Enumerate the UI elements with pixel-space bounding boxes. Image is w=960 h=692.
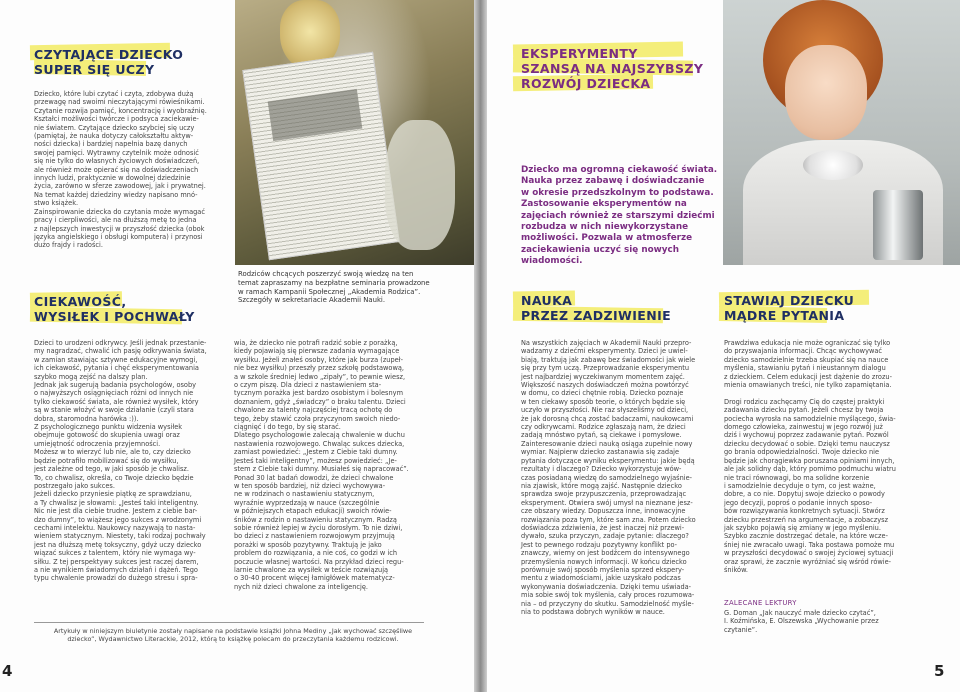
intro-text: Dziecko, które lubi czytać i czyta, zdobywa dużą przewagę nad swoimi nieczytającymi rówieśnikami. Czytanie rozwija pamięć, koncentrację i wyobraźnię. Kształci możliwości twórcze i podsyca zaciekawie- nie światem. Czytające dziecko szybciej się uczy (pamiętaj, że nauka dotyczy całokształtu aktyw- ności dziecka) i bardziej napełnia bazę danych swojej pamięci. Wytrawny czytelnik może odnosić się nie tylko do własnych życiowych doświadczeń, ale również może opierać się na doświadczeniach innych ludzi, praktycznie w dowolnej dziedzinie życia, zarówno w sferze zawodowej, jak i prywatnej. Na temat każdej dziedziny wiedzy napisano mnó- stwo książek. Zainspirowanie dziecka do czytania może wymagać pracy i cierpliwości, ale na dłuższą metę to jedna z najlepszych inwestycji w przyszłość dziecka (obok języka angielskiego i obsługi komputera) i przynosi dużo frajdy i radości. bbox=[34, 90, 207, 250]
column-2-text: Prawdziwa edukacja nie może ograniczać się tylko do przyswajania informacji. Chcąc wychowywać dziecko samodzielnie trzeba skupiać się na nauce myślenia, stawianiu pytań i nieustannym dialogu z dzieckiem. Celem edukacji jest dążenie do zrozu- mienia omawianych treści, nie tylko zapamiętania. Drogi rodzicu zachęcamy Cię do częstej praktyki zadawania dziecku pytań. Jeżeli chcesz by twoja pociecha wyrosła na samodzielnie myślącego, świa- domego człowieka, zainwestuj w jego rozwój już dziś i wychowuj poprzez zadawanie pytań. Pozwól dziecku decydować o sobie. Dzięki temu nauczysz go brania odpowiedzialności. Twoje dziecko nie będzie jak chorągiewka poruszana opiniami innych, ale jak solidny dąb, który pomimo podmuchu wiatru nie traci równowagi, bo ma solidne korzenie i samodzielnie decyduje o tym, co jest ważne, dobre, a co nie. Dopytuj swoje dziecko o powody jego decyzji, poproś o podanie innych sposo- bów rozwiązywania konkretnych sytuacji. Stwórz dziecku przestrzeń na argumentacje, a zobaczysz jak szybko pojawią się zmiany w jego myśleniu. Szybko zacznie dostrzegać detale, na które wcze- śniej nie zwracało uwagi. Taka postawa pomoże mu w przyszłości decydować o swojej życiowej sytuacji oraz sprawi, że zacznie wyróżniać się wśród rówie- śników. bbox=[724, 339, 896, 574]
newspaper-shape bbox=[242, 52, 399, 261]
photo-caption: Rodziców chcących poszerzyć swoją wiedzę na ten temat zapraszamy na bezpłatne seminaria prowadzone w ramach Kampanii Społecznej „Akademia Rodzica”. Szczegóły w sekretariacie Akademii Nauki. bbox=[238, 270, 430, 305]
page-number-left: 4 bbox=[2, 662, 13, 680]
spine-gutter bbox=[474, 0, 487, 692]
heading-smart-questions: STAWIAJ DZIECKU MĄDRE PYTANIA bbox=[724, 293, 855, 323]
heading-experiments: EKSPERYMENTY SZANSĄ NA NAJSZYBSZY ROZWÓJ DZIECKA bbox=[521, 46, 704, 91]
page-number-right: 5 bbox=[934, 662, 945, 680]
heading-reading-child: CZYTAJĄCE DZIECKO SUPER SIĘ UCZY bbox=[34, 47, 184, 77]
child-arm bbox=[385, 120, 455, 250]
magnifier-lens bbox=[803, 150, 863, 180]
right-page bbox=[487, 0, 960, 692]
recommended-reading-title: ZALECANE LEKTURY bbox=[724, 599, 797, 607]
column-1-text: Dzieci to urodzeni odkrywcy. Jeśli jednak przestanie- my nagradzać, chwalić ich pasję odkrywania świata, w zamian stawiając sztywne edukacyjne wymogi, ich ciekawość, pytania i chęć eksperymentowania szybko mogą zejść na dalszy plan. Jednak jak sugerują badania psychologów, osoby o najwyższych osiągnięciach różni od innych nie tylko ciekawość świata, ale również wysiłek, który są w stanie włożyć w swoje działanie (czyli stara dobra, staromodna harówka :)). Z psychologicznego punktu widzenia wysiłek obejmuje gotowość do skupienia uwagi oraz umiejętność odroczenia przyjemności. Możesz w to wierzyć lub nie, ale to, czy dziecko będzie potrafiło mobilizować się do wysiłku, jest zależne od tego, w jaki sposób je chwalisz. To, co chwalisz, określa, co Twoje dziecko będzie postrzegało jako sukces. Jeżeli dziecko przyniesie piątkę ze sprawdzianu, a Ty chwalisz je słowami: „Jesteś taki inteligentny. Nic nie jest dla ciebie trudne. Jestem z ciebie bar- dzo dumny”, to wiążesz jego sukces z wrodzonymi cechami intelektu. Naukowcy nazywają to nasta- wieniem statycznym. Niestety, taki rodzaj pochwały jest na dłuższą metę toksyczny, gdyż uczy dziecko wiązać sukces z talentem, który nie wymaga wy- siłku. Z tej perspektywy sukces jest raczej darem, a nie wynikiem świadomych działań i dążeń. Tego typu chwalenie prowadzi do dużego stresu i spra- bbox=[34, 339, 207, 583]
column-2-text: wia, że dziecko nie potrafi radzić sobie z porażką, kiedy pojawiają się pierwsze zadania wymagające wysiłku. Jeżeli znałeś osoby, które jak burza (zupeł- nie bez wysiłku) przeszły przez szkołę podstawową, a w szkole średniej ledwo „zipały”, to pewnie wiesz, o czym piszę. Dla dzieci z nastawieniem sta- tycznym porażka jest bardzo osobistym i bolesnym doznaniem, gdyż „świadczy” o braku talentu. Dzieci chwalone za talenty najczęściej tracą ochotę do tego, żeby stawić czoła przyczynom swoich niedo- ciągnięć i do tego, by się starać. Dlatego psychologowie zalecają chwalenie w duchu nastawienia rozwojowego. Chwaląc sukces dziecka, zamiast powiedzieć: „Jestem z Ciebie taki dumny. Jesteś taki inteligentny”, możesz powiedzieć: „Je- stem z Ciebie taki dumny. Musiałeś się napracować”. Ponad 30 lat badań dowodzi, że dzieci chwalone w ten sposób bardziej, niż dzieci wychowywa- ne w rodzinach o nastawieniu statycznym, wyraźnie wyprzedzają w nauce (szczególnie w późniejszych etapach edukacji) swoich rówie- śników z rodzin o nastawieniu statycznym. Radzą sobie również lepiej w życiu dorosłym. To nie dziwi, bo dzieci z nastawieniem rozwojowym przyjmują porażki w sposób pozytywny. Traktują je jako problem do rozwiązania, a nie coś, co godzi w ich poczucie własnej wartości. Na przykład dzieci regu- larnie chwalone za wysiłek w teście rozwiązują o 30-40 procent więcej łamigłówek matematycz- nych niż dzieci chwalone za inteligencję. bbox=[234, 339, 409, 591]
lead-paragraph: Dziecko ma ogromną ciekawość świata. Nauka przez zabawę i doświadczanie w okresie przedszkolnym to podstawa. Zastosowanie eksperymentów na zajęciach również ze starszymi dziećmi rozbudza w nich niewykorzystane możliwości. Pozwala w atmosferze zaciekawienia uczyć się nowych wiadomości. bbox=[521, 165, 718, 267]
heading-learning-through-wonder: NAUKA PRZEZ ZADZIWIENIE bbox=[521, 293, 672, 323]
boy-face bbox=[785, 45, 867, 140]
footnote: Artykuły w niniejszym biuletynie zostały napisane na podstawie książki Johna Mediny „Jak wychować szczęśliwe dziecko”, Wydawnictwo Literackie, 2012, którą to książkę polecam do przeczytania każdemu rodzicowi. bbox=[53, 627, 413, 644]
metal-cup bbox=[873, 190, 923, 260]
child-reading-newspaper-photo bbox=[235, 0, 474, 265]
red-haired-boy-experiment-photo bbox=[723, 0, 960, 265]
heading-curiosity: CIEKAWOŚĆ, WYSIŁEK I POCHWAŁY bbox=[34, 294, 195, 324]
recommended-reading-list: G. Doman „Jak nauczyć małe dziecko czytać”, I. Koźmińska, E. Olszewska „Wychowanie przez czytanie”. bbox=[724, 609, 879, 634]
footnote-rule bbox=[34, 622, 424, 623]
left-page bbox=[0, 0, 474, 692]
column-1-text: Na wszystkich zajęciach w Akademii Nauki przepro- wadzamy z dziećmi eksperymenty. Dzieci je uwiel- biają, traktują jak zabawę bez świadomości jak wiele się przy tym uczą. Przeprowadzanie eksperymentu jest najbardziej wyczekiwanym momentem zajęć. Większość naszych doświadczeń można powtórzyć w domu, co dzieci chętnie robią. Dziecko poznaje w ten ciekawy sposób teorie, o których będzie się uczyło w przyszłości. Nie raz słyszeliśmy od dzieci, że jak dorosną chcą zostać badaczami, naukowcami czy odkrywcami. Rodzice zgłaszają nam, że dzieci zadają mnóstwo pytań, są ciekawe i pomysłowe. Zainteresowanie dzieci nauką osiąga zupełnie nowy wymiar. Najpierw dziecko zastanawia się zadaje pytania dotyczące wyniku eksperymentu: jakie będą rezultaty i dlaczego? Dziecko wykorzystuje wów- czas posiadaną wiedzę do samodzielnego wyjaśnie- nia zjawisk, które mogą zajść. Następnie dziecko sprawdza swoje przypuszczenia, przeprowadzając eksperyment. Otwiera swój umysł na nieznane jesz- cze obszary wiedzy. Dopuszcza inne, innowacyjne rozwiązania poza tym, które sam zna. Potem dziecko doświadcza zdziwienia, że jest inaczej niż przewi- dywało, szuka przyczyn, zadaje pytanie: dlaczego? Jest to pewnego rodzaju pozytywny konflikt po- znawczy, wiemy on jest bodźcem do intensywnego przemyślenia nowych informacji. W końcu dziecko porównuje swój sposób myślenia sprzed ekspery- mentu z wiadomościami, jakie uzyskało podczas wykonywania doświadczenia. Dzięki temu uświada- mia sobie swój tok myślenia, cały proces rozumowa- nia – od przyczyny do skutku. Samodzielność myśle- nia to podstawa dobrych wyników w nauce. bbox=[521, 339, 696, 616]
